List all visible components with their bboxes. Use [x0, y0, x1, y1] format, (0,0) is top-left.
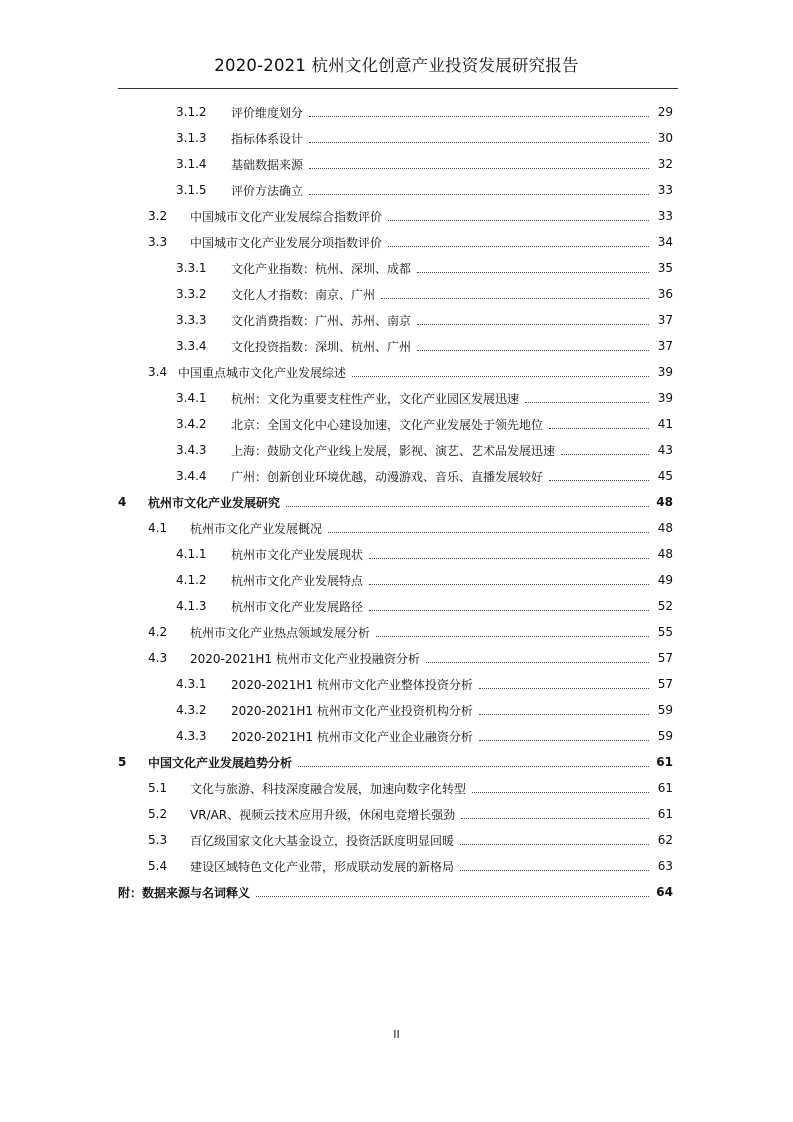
toc-entry-page: 48	[656, 495, 673, 509]
toc-entry-page: 57	[657, 677, 673, 691]
toc-entry-page: 61	[657, 781, 673, 795]
toc-entry-title: 文化消费指数：广州、苏州、南京	[231, 313, 412, 328]
toc-entry-number: 4.3.1	[176, 677, 207, 691]
toc-entry-title: 文化与旅游、科技深度融合发展，加速向数字化转型	[190, 781, 467, 796]
toc-entry-title: 建设区域特色文化产业带，形成联动发展的新格局	[190, 859, 455, 874]
toc-entry[interactable]	[0, 177, 793, 203]
toc-entry-title: 文化人才指数：南京、广州	[231, 287, 376, 302]
toc-entry-title: 杭州市文化产业发展路径	[231, 599, 364, 614]
toc-entry-page: 55	[657, 625, 673, 639]
toc-entry-number: 5.1	[148, 781, 168, 795]
toc-entry-page: 64	[656, 885, 673, 899]
toc-entry[interactable]	[0, 385, 793, 411]
toc-entry-number: 3.3.1	[176, 261, 207, 275]
toc-entry-page: 45	[657, 469, 673, 483]
toc-entry[interactable]	[0, 411, 793, 437]
toc-entry-title: 附：数据来源与名词释义	[118, 885, 251, 900]
toc-entry-number: 3.4.3	[176, 443, 207, 457]
toc-entry-page: 37	[657, 313, 673, 327]
toc-entry[interactable]	[0, 359, 793, 385]
toc-entry-page: 37	[657, 339, 673, 353]
toc-entry[interactable]	[0, 879, 793, 905]
toc-leader-dots	[388, 220, 649, 221]
toc-entry[interactable]	[0, 619, 793, 645]
toc-entry-number: 3.1.2	[176, 105, 207, 119]
toc-entry-page: 29	[657, 105, 673, 119]
toc-entry[interactable]	[0, 853, 793, 879]
toc-leader-dots	[426, 662, 649, 663]
toc-entry-number: 3.1.4	[176, 157, 207, 171]
toc-entry[interactable]	[0, 281, 793, 307]
toc-leader-dots	[369, 584, 649, 585]
toc-leader-dots	[376, 636, 649, 637]
toc-entry[interactable]	[0, 723, 793, 749]
toc-entry-page: 59	[657, 703, 673, 717]
toc-entry-number: 3.1.3	[176, 131, 207, 145]
toc-entry-page: 52	[657, 599, 673, 613]
toc-entry-number: 4.1.3	[176, 599, 207, 613]
toc-entry-page: 35	[657, 261, 673, 275]
toc-leader-dots	[479, 688, 649, 689]
toc-leader-dots	[328, 532, 649, 533]
toc-entry-title: 中国重点城市文化产业发展综述	[178, 365, 347, 380]
toc-entry-title: 2020-2021H1 杭州市文化产业投融资分析	[190, 651, 420, 666]
toc-entry-number: 4.3	[148, 651, 168, 665]
toc-entry-title: 评价方法确立	[231, 183, 304, 198]
toc-entry[interactable]	[0, 827, 793, 853]
toc-entry-page: 30	[657, 131, 673, 145]
toc-entry-page: 61	[656, 755, 673, 769]
toc-leader-dots	[460, 870, 649, 871]
toc-entry-page: 33	[657, 183, 673, 197]
toc-entry-number: 3.3.4	[176, 339, 207, 353]
toc-entry[interactable]	[0, 645, 793, 671]
table-of-contents	[0, 99, 793, 905]
page-number: II	[393, 1028, 400, 1041]
toc-entry-number: 3.2	[148, 209, 168, 223]
toc-entry-number: 4.3.3	[176, 729, 207, 743]
toc-entry-number: 3.3.3	[176, 313, 207, 327]
toc-entry[interactable]	[0, 307, 793, 333]
toc-entry-page: 33	[657, 209, 673, 223]
toc-entry-number: 3.4	[148, 365, 168, 379]
toc-entry-title: 百亿级国家文化大基金设立，投资活跃度明显回暖	[190, 833, 455, 848]
toc-leader-dots	[525, 402, 649, 403]
toc-entry-number: 3.3.2	[176, 287, 207, 301]
toc-entry[interactable]	[0, 749, 793, 775]
toc-entry[interactable]	[0, 437, 793, 463]
toc-entry-number: 5	[118, 755, 127, 769]
toc-entry[interactable]	[0, 593, 793, 619]
toc-entry-title: 杭州：文化为重要支柱性产业，文化产业园区发展迅速	[231, 391, 520, 406]
toc-leader-dots	[561, 454, 649, 455]
toc-entry-number: 4.2	[148, 625, 168, 639]
toc-entry-title: 中国城市文化产业发展分项指数评价	[190, 235, 383, 250]
toc-entry[interactable]	[0, 541, 793, 567]
toc-entry-number: 5.2	[148, 807, 168, 821]
toc-entry-title: 杭州市文化产业发展特点	[231, 573, 364, 588]
toc-entry[interactable]	[0, 515, 793, 541]
toc-leader-dots	[309, 194, 649, 195]
toc-entry-number: 3.3	[148, 235, 168, 249]
toc-entry-page: 34	[657, 235, 673, 249]
toc-entry[interactable]	[0, 151, 793, 177]
toc-leader-dots	[460, 844, 649, 845]
toc-entry-page: 48	[657, 521, 673, 535]
toc-entry[interactable]	[0, 203, 793, 229]
toc-entry[interactable]	[0, 229, 793, 255]
toc-entry-number: 3.1.5	[176, 183, 207, 197]
toc-entry-title: 文化产业指数：杭州、深圳、成都	[231, 261, 412, 276]
toc-leader-dots	[388, 246, 649, 247]
toc-leader-dots	[286, 506, 649, 507]
toc-leader-dots	[369, 610, 649, 611]
toc-entry-title: 上海：鼓励文化产业线上发展，影视、演艺、艺术品发展迅速	[231, 443, 556, 458]
toc-entry-title: 中国城市文化产业发展综合指数评价	[190, 209, 383, 224]
toc-leader-dots	[479, 740, 649, 741]
toc-entry-page: 57	[657, 651, 673, 665]
toc-entry-number: 5.3	[148, 833, 168, 847]
toc-entry-title: 中国文化产业发展趋势分析	[148, 755, 293, 770]
toc-leader-dots	[369, 558, 649, 559]
toc-entry-number: 3.4.1	[176, 391, 207, 405]
toc-leader-dots	[381, 298, 649, 299]
toc-entry-title: 广州：创新创业环境优越，动漫游戏、音乐、直播发展较好	[231, 469, 544, 484]
toc-entry-number: 5.4	[148, 859, 168, 873]
toc-entry[interactable]	[0, 333, 793, 359]
toc-entry-title: 杭州市文化产业发展研究	[148, 495, 281, 510]
toc-leader-dots	[549, 480, 649, 481]
toc-entry-page: 61	[657, 807, 673, 821]
toc-leader-dots	[298, 766, 649, 767]
document-header-title: 2020-2021 杭州文化创意产业投资发展研究报告	[214, 56, 579, 75]
toc-leader-dots	[479, 714, 649, 715]
toc-entry[interactable]	[0, 255, 793, 281]
toc-entry-title: 杭州市文化产业发展现状	[231, 547, 364, 562]
toc-leader-dots	[461, 818, 649, 819]
toc-entry-title: 评价维度划分	[231, 105, 304, 120]
toc-entry-page: 43	[657, 443, 673, 457]
toc-entry[interactable]	[0, 775, 793, 801]
toc-entry-title: 杭州市文化产业热点领域发展分析	[190, 625, 371, 640]
toc-entry-page: 39	[657, 365, 673, 379]
toc-entry-number: 4	[118, 495, 127, 509]
toc-entry-number: 4.1.2	[176, 573, 207, 587]
toc-leader-dots	[309, 116, 649, 117]
toc-entry-number: 3.4.2	[176, 417, 207, 431]
toc-entry-number: 4.1	[148, 521, 168, 535]
toc-entry-page: 41	[657, 417, 673, 431]
toc-entry[interactable]	[0, 567, 793, 593]
toc-entry[interactable]	[0, 489, 793, 515]
toc-leader-dots	[417, 272, 649, 273]
toc-leader-dots	[256, 896, 649, 897]
toc-entry-title: 2020-2021H1 杭州市文化产业整体投资分析	[231, 677, 473, 692]
toc-entry[interactable]	[0, 671, 793, 697]
toc-leader-dots	[309, 142, 649, 143]
toc-entry-number: 3.4.4	[176, 469, 207, 483]
toc-leader-dots	[549, 428, 649, 429]
toc-entry-number: 4.1.1	[176, 547, 207, 561]
toc-entry-title: 基础数据来源	[231, 157, 304, 172]
toc-entry[interactable]	[0, 463, 793, 489]
toc-leader-dots	[417, 324, 649, 325]
toc-entry-page: 39	[657, 391, 673, 405]
toc-entry-number: 4.3.2	[176, 703, 207, 717]
toc-leader-dots	[309, 168, 649, 169]
toc-entry-title: 2020-2021H1 杭州市文化产业投资机构分析	[231, 703, 473, 718]
toc-entry-title: 2020-2021H1 杭州市文化产业企业融资分析	[231, 729, 473, 744]
toc-leader-dots	[417, 350, 649, 351]
toc-entry[interactable]	[0, 801, 793, 827]
toc-entry[interactable]	[0, 697, 793, 723]
toc-entry-page: 36	[657, 287, 673, 301]
toc-entry-title: 文化投资指数：深圳、杭州、广州	[231, 339, 412, 354]
toc-entry-page: 32	[657, 157, 673, 171]
toc-entry-title: 北京：全国文化中心建设加速，文化产业发展处于领先地位	[231, 417, 544, 432]
toc-leader-dots	[472, 792, 649, 793]
toc-entry-page: 63	[657, 859, 673, 873]
toc-leader-dots	[352, 376, 649, 377]
toc-entry[interactable]	[0, 99, 793, 125]
toc-entry-title: VR/AR、视频云技术应用升级，休闲电竞增长强劲	[190, 807, 456, 822]
toc-entry-page: 48	[657, 547, 673, 561]
toc-entry-page: 59	[657, 729, 673, 743]
toc-entry-title: 杭州市文化产业发展概况	[190, 521, 323, 536]
toc-entry[interactable]	[0, 125, 793, 151]
toc-entry-title: 指标体系设计	[231, 131, 304, 146]
toc-entry-page: 49	[657, 573, 673, 587]
header-divider	[118, 88, 678, 89]
toc-entry-page: 62	[657, 833, 673, 847]
